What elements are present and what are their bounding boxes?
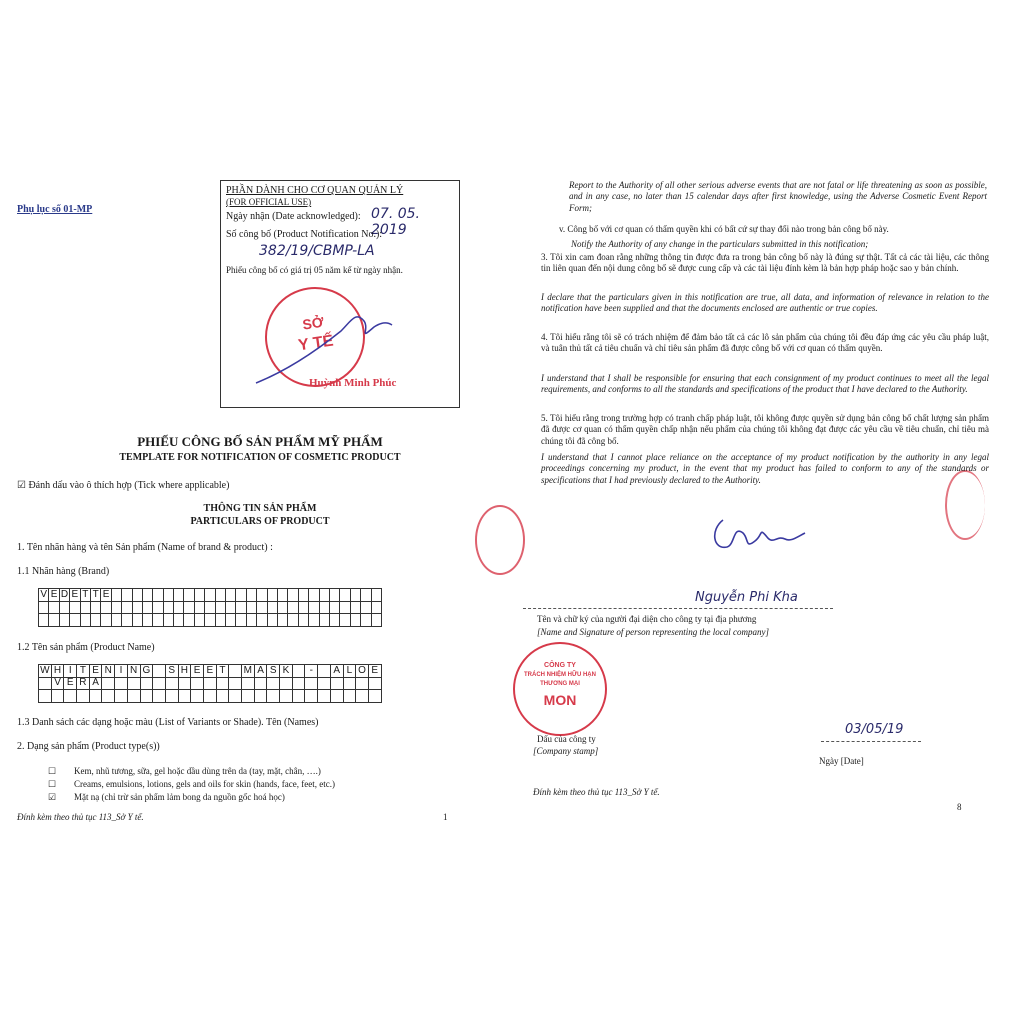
particulars-title-en: PARTICULARS OF PRODUCT — [190, 516, 330, 527]
grid-cell — [39, 614, 49, 627]
grid-cell: E — [90, 665, 103, 678]
grid-cell — [217, 690, 230, 703]
representative-label-vi: Tên và chữ ký của người đại diện cho công ty tại địa phương — [537, 614, 757, 624]
grid-cell — [236, 601, 246, 614]
paragraph-v-en: Notify the Authority of any change in the particulars submitted in this notification; — [571, 239, 869, 249]
paragraph-v-vi: v. Công bố với cơ quan có thẩm quyền khi có bất cứ sự thay đổi nào trong bản công bố này. — [559, 224, 889, 234]
grid-cell — [52, 690, 65, 703]
grid-cell — [70, 601, 80, 614]
grid-cell — [191, 690, 204, 703]
grid-cell — [257, 601, 267, 614]
stamp-bottom-text: Y TẾ — [297, 332, 335, 355]
company-stamp-label-vi: Dấu của công ty — [537, 734, 596, 744]
grid-cell — [331, 690, 344, 703]
grid-cell — [369, 690, 382, 703]
product-type-1-text: Kem, nhũ tương, sữa, gel hoặc dầu dùng trên da (tay, mặt, chân, ….) — [74, 766, 321, 776]
grid-cell — [60, 601, 70, 614]
particulars-title-vi: THÔNG TIN SẢN PHẨM — [203, 503, 317, 514]
grid-cell — [70, 614, 80, 627]
grid-cell — [216, 614, 226, 627]
grid-cell — [179, 677, 192, 690]
grid-cell: E — [369, 665, 382, 678]
grid-cell: K — [280, 665, 293, 678]
grid-cell — [81, 614, 91, 627]
grid-cell: V — [39, 589, 49, 602]
grid-cell: H — [179, 665, 192, 678]
annex-label: Phụ lục số 01-MP — [17, 204, 93, 215]
grid-cell: E — [49, 589, 59, 602]
grid-cell — [101, 614, 111, 627]
official-title-vi: PHẦN DÀNH CHO CƠ QUAN QUẢN LÝ — [226, 185, 404, 196]
section-1-1-label: 1.1 Nhãn hàng (Brand) — [17, 566, 110, 577]
grid-cell — [309, 614, 319, 627]
grid-cell — [356, 690, 369, 703]
official-use-box — [220, 180, 460, 408]
grid-cell: D — [60, 589, 70, 602]
tick-note: ☑ Đánh dấu vào ô thích hợp (Tick where applicable) — [17, 480, 230, 491]
grid-cell — [351, 601, 361, 614]
grid-cell — [112, 601, 122, 614]
grid-cell — [122, 601, 132, 614]
grid-cell: E — [204, 665, 217, 678]
grid-cell — [320, 614, 330, 627]
grid-cell — [278, 601, 288, 614]
grid-cell — [217, 677, 230, 690]
company-stamp-label-en: [Company stamp] — [533, 746, 599, 756]
company-stamp-line-2: TRÁCH NHIỆM HỮU HẠN — [524, 672, 596, 678]
product-name-row-1 — [38, 664, 382, 678]
grid-cell — [236, 614, 246, 627]
grid-cell — [60, 614, 70, 627]
grid-cell — [372, 614, 382, 627]
brand-grid-row-2 — [38, 601, 382, 614]
grid-cell: V — [52, 677, 65, 690]
grid-cell — [216, 601, 226, 614]
signing-date-label: Ngày [Date] — [819, 756, 864, 766]
grid-cell — [141, 690, 154, 703]
grid-cell — [153, 677, 166, 690]
grid-cell — [49, 601, 59, 614]
grid-cell — [305, 690, 318, 703]
grid-cell — [229, 690, 242, 703]
grid-cell — [166, 677, 179, 690]
paragraph-5-vi: 5. Tôi hiểu rằng trong trường hợp có tranh chấp pháp luật, tôi không được quyền sử dụng bản công bố chất lượng sản phẩm đã được cơ quan có thẩm quyền chấp nhận nếu phẩm của chúng tôi không đạt được các yêu cầu về tiêu chuẩn, chỉ tiêu mà chúng tôi đã công bố. — [541, 413, 989, 446]
grid-cell — [101, 601, 111, 614]
date-line — [821, 741, 921, 742]
checkbox-icon: ☐ — [48, 779, 57, 789]
grid-cell — [299, 614, 309, 627]
grid-cell — [195, 601, 205, 614]
paragraph-4-en: I understand that I shall be responsible for ensuring that each consignment of my product continues to meet all the legal requirements, and conforms to all the standards and specifications of the product that I have declared to the Authority. — [541, 373, 989, 395]
grid-cell — [293, 690, 306, 703]
grid-cell — [330, 601, 340, 614]
product-type-3-text: Mặt nạ (chỉ trừ sản phẩm lảm bong da nguồn gốc hoá học) — [74, 792, 285, 802]
company-stamp-line-1: CÔNG TY — [544, 662, 576, 669]
checkbox-icon: ☐ — [48, 766, 57, 776]
grid-cell — [267, 677, 280, 690]
grid-cell — [255, 677, 268, 690]
grid-cell — [49, 614, 59, 627]
date-acknowledged-label: Ngày nhận (Date acknowledged): — [226, 211, 361, 222]
grid-cell — [39, 690, 52, 703]
section-1-2-label: 1.2 Tên sản phẩm (Product Name) — [17, 642, 155, 653]
stamp-top-text: SỞ — [301, 313, 325, 333]
grid-cell: T — [81, 589, 91, 602]
grid-cell: S — [267, 665, 280, 678]
grid-cell — [229, 677, 242, 690]
grid-cell: L — [344, 665, 357, 678]
form-title-en: TEMPLATE FOR NOTIFICATION OF COSMETIC PRODUCT — [119, 452, 401, 463]
grid-cell — [128, 690, 141, 703]
grid-cell: I — [115, 665, 128, 678]
grid-cell — [247, 614, 257, 627]
brand-grid — [38, 588, 382, 602]
paragraph-4-vi: 4. Tôi hiểu rằng tôi sẽ có trách nhiệm để đảm bảo tất cả các lô sản phẩm của chúng tôi đều đáp ứng các yêu cầu pháp luật, và tuân thủ tất cả tiêu chuẩn và chỉ tiêu sản phẩm đã được công bố với cơ quan có thẩm quyền. — [541, 332, 989, 354]
grid-cell — [195, 614, 205, 627]
grid-cell — [205, 601, 215, 614]
representative-signature-icon — [705, 505, 815, 560]
product-type-2-text: Creams, emulsions, lotions, gels and oils for skin (hands, face, feet, etc.) — [74, 779, 335, 789]
grid-cell: T — [217, 665, 230, 678]
grid-cell — [280, 677, 293, 690]
grid-cell: E — [191, 665, 204, 678]
grid-cell — [133, 601, 143, 614]
partial-stamp-edge-left — [475, 505, 525, 575]
grid-cell — [369, 677, 382, 690]
grid-cell — [91, 601, 101, 614]
grid-cell — [115, 690, 128, 703]
brand-grid-row-3 — [38, 614, 382, 627]
representative-label-en: [Name and Signature of person representing the local company] — [537, 627, 769, 637]
grid-cell — [356, 677, 369, 690]
grid-cell — [205, 614, 215, 627]
grid-cell — [309, 601, 319, 614]
right-page — [505, 0, 1009, 1009]
grid-cell — [184, 601, 194, 614]
representative-name: Nguyễn Phi Kha — [695, 590, 798, 605]
notification-number-value: 382/19/CBMP-LA — [259, 243, 375, 259]
grid-cell: A — [255, 665, 268, 678]
grid-cell — [153, 601, 163, 614]
grid-cell: R — [77, 677, 90, 690]
grid-cell — [278, 614, 288, 627]
grid-cell — [242, 690, 255, 703]
grid-cell: M — [242, 665, 255, 678]
grid-cell — [340, 601, 350, 614]
grid-cell — [128, 677, 141, 690]
company-stamp — [513, 642, 607, 736]
section-1-label: 1. Tên nhãn hàng và tên Sản phẩm (Name of brand & product) : — [17, 542, 273, 553]
grid-cell — [351, 614, 361, 627]
paragraph-3-en: I declare that the particulars given in this notification are true, all data, and information of relevance in relation to the notification have been supplied and that the documents enclosed are authentic or true copies. — [541, 292, 989, 314]
grid-cell — [174, 614, 184, 627]
grid-cell — [305, 677, 318, 690]
grid-cell — [174, 601, 184, 614]
grid-cell — [141, 677, 154, 690]
checked-checkbox-icon: ☑ — [48, 792, 57, 802]
grid-cell — [331, 677, 344, 690]
company-stamp-line-4: MON — [543, 692, 577, 708]
grid-cell: S — [166, 665, 179, 678]
right-footer: Đính kèm theo thủ tục 113_Sở Y tế. — [533, 787, 660, 797]
left-footer: Đính kèm theo thủ tục 113_Sở Y tế. — [17, 812, 144, 822]
right-page-number: 8 — [957, 802, 962, 812]
product-name-row-2 — [38, 677, 382, 690]
grid-cell: - — [305, 665, 318, 678]
grid-cell — [64, 690, 77, 703]
grid-cell — [361, 614, 371, 627]
grid-cell: I — [64, 665, 77, 678]
grid-cell — [267, 690, 280, 703]
form-title-vi: PHIẾU CÔNG BỐ SẢN PHẨM MỸ PHẨM — [137, 434, 383, 449]
grid-cell — [143, 614, 153, 627]
grid-cell — [204, 690, 217, 703]
grid-cell — [164, 601, 174, 614]
grid-cell: T — [77, 665, 90, 678]
paragraph-report-en: Report to the Authority of all other serious adverse events that are not fatal or life threatening as soon as possible, and in any case, no later than 15 calendar days after first knowledge, using the Adverse Cosmetic Event Report Form; — [569, 180, 987, 213]
grid-cell — [179, 690, 192, 703]
grid-cell: N — [102, 665, 115, 678]
grid-cell — [133, 614, 143, 627]
grid-cell — [268, 601, 278, 614]
grid-cell: E — [70, 589, 80, 602]
grid-cell: G — [141, 665, 154, 678]
grid-cell — [320, 601, 330, 614]
official-signer-name: Huỳnh Minh Phúc — [309, 377, 397, 389]
grid-cell — [257, 614, 267, 627]
grid-cell — [39, 677, 52, 690]
grid-cell — [191, 677, 204, 690]
grid-cell — [247, 601, 257, 614]
signature-line — [523, 608, 833, 609]
grid-cell — [255, 690, 268, 703]
grid-cell — [293, 677, 306, 690]
grid-cell — [77, 690, 90, 703]
grid-cell — [226, 614, 236, 627]
product-type-1 — [48, 766, 321, 777]
grid-cell — [318, 677, 331, 690]
official-signature-icon — [246, 291, 396, 391]
grid-cell — [299, 601, 309, 614]
grid-cell — [143, 601, 153, 614]
paragraph-3-vi: 3. Tôi xin cam đoan rằng những thông tin được đưa ra trong bản công bố này là đúng sự thật. Tất cả các tài liệu, các thông tin liên quan đến nội dung công bố sẽ được cung cấp và các tài liệu đính kèm là bản hợp pháp hoặc sao y bản chính. — [541, 252, 989, 274]
grid-cell: E — [64, 677, 77, 690]
grid-cell: O — [356, 665, 369, 678]
grid-cell — [164, 614, 174, 627]
grid-cell: N — [128, 665, 141, 678]
grid-cell — [102, 677, 115, 690]
grid-cell — [372, 601, 382, 614]
notification-number-label: Số công bố (Product Notification No.): — [226, 229, 383, 240]
product-name-row-3 — [38, 690, 382, 703]
grid-cell — [112, 614, 122, 627]
grid-cell — [91, 614, 101, 627]
grid-cell — [340, 614, 350, 627]
grid-cell — [166, 690, 179, 703]
signing-date-value: 03/05/19 — [845, 722, 904, 737]
section-2-label: 2. Dạng sản phẩm (Product type(s)) — [17, 741, 160, 752]
grid-cell — [184, 614, 194, 627]
grid-cell — [153, 614, 163, 627]
validity-note: Phiếu công bố có giá trị 05 năm kể từ ngày nhận. — [226, 265, 403, 275]
grid-cell — [102, 690, 115, 703]
grid-cell — [81, 601, 91, 614]
grid-cell: A — [331, 665, 344, 678]
grid-cell — [268, 614, 278, 627]
grid-cell — [288, 601, 298, 614]
grid-cell — [361, 601, 371, 614]
grid-cell — [90, 690, 103, 703]
official-title-en: (FOR OFFICIAL USE) — [226, 197, 312, 207]
left-page-number: 1 — [443, 812, 448, 822]
grid-cell — [280, 690, 293, 703]
grid-cell — [226, 601, 236, 614]
grid-cell — [344, 690, 357, 703]
grid-cell — [153, 690, 166, 703]
grid-cell: H — [52, 665, 65, 678]
grid-cell — [344, 677, 357, 690]
grid-cell — [39, 601, 49, 614]
product-type-2 — [48, 779, 335, 790]
grid-cell — [330, 614, 340, 627]
grid-cell — [204, 677, 217, 690]
grid-cell — [288, 614, 298, 627]
grid-cell — [115, 677, 128, 690]
grid-cell: W — [39, 665, 52, 678]
grid-cell — [318, 690, 331, 703]
date-acknowledged-value: 07. 05. 2019 — [371, 206, 420, 238]
product-type-3 — [48, 792, 285, 803]
grid-cell — [122, 614, 132, 627]
section-1-3-label: 1.3 Danh sách các dạng hoặc màu (List of Variants or Shade). Tên (Names) — [17, 717, 319, 728]
paragraph-5-en: I understand that I cannot place reliance on the acceptance of my product notification by the authority in any legal proceedings concerning my product, in the event that my product has failed to conform to any of the standards or specifications that I had previously declared to the Authority. — [541, 452, 989, 485]
grid-cell: E — [101, 589, 111, 602]
grid-cell: T — [91, 589, 101, 602]
company-stamp-line-3: THƯƠNG MẠI — [540, 681, 580, 687]
grid-cell — [242, 677, 255, 690]
grid-cell: A — [90, 677, 103, 690]
